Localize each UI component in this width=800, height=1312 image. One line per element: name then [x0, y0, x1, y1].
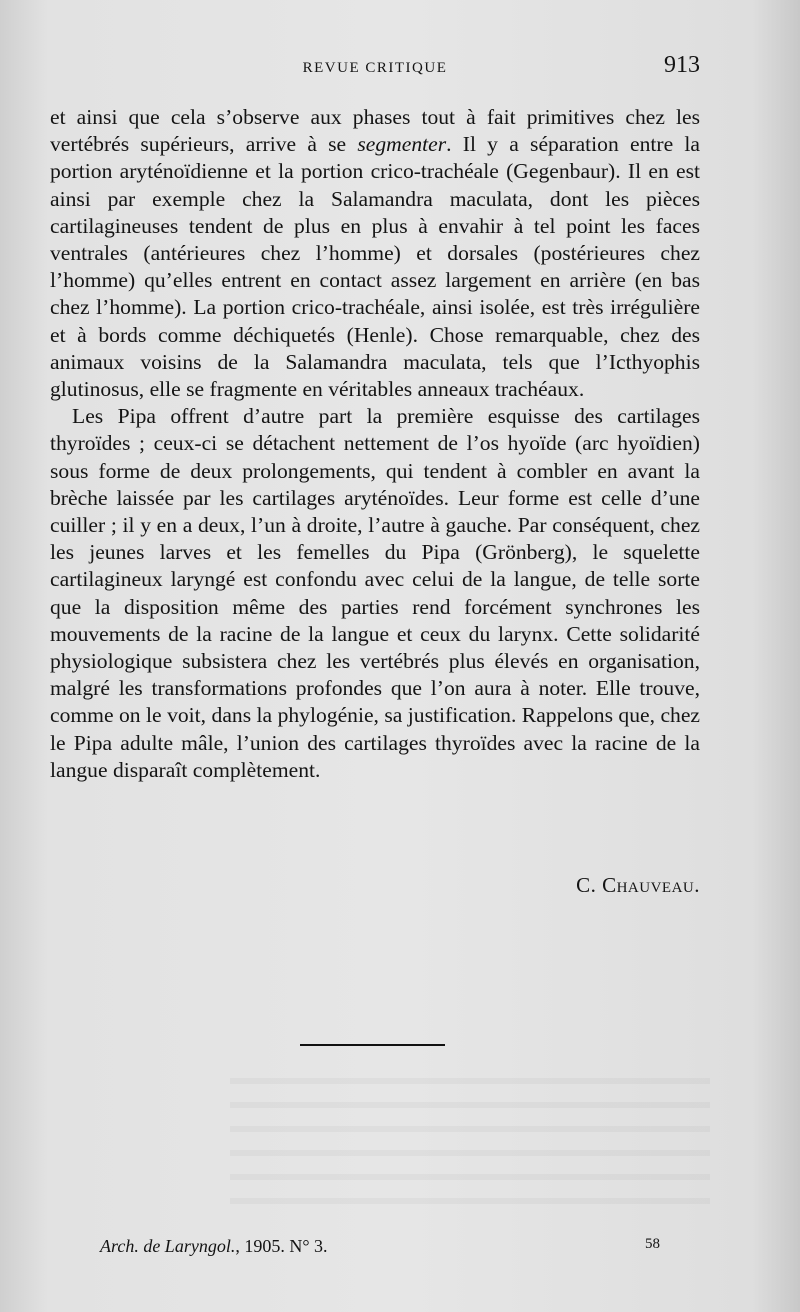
page-number: 913	[664, 52, 700, 78]
paragraph-1-text-end: . Il y a séparation entre la portion aryténoïdienne et la portion crico-trachéale (Gegenbaur). Il en est ainsi par exemple chez la Salamandra maculata, dont les pièces cartilagineuses tendent de plus en plus à envahir à tel point les faces ventrales (antérieures chez l’homme) et dorsales (postérieures chez l’homme) qu’elles entrent en contact assez largement en arrière (en bas chez l’homme). La portion crico-trachéale, ainsi isolée, est très irrégulière et à bords comme déchiquetés (Henle). Chose remarquable, chez des animaux voisins de la Salamandra maculata, tels que l’Icthyophis glutinosus, elle se fragmente en véritables anneaux trachéaux.	[50, 132, 700, 402]
emphasis-segmenter: segmenter	[357, 132, 447, 157]
paragraph-2	[50, 403, 700, 784]
journal-reference	[100, 1236, 328, 1257]
show-through-texture	[230, 1060, 710, 1210]
page-footer	[100, 1236, 660, 1266]
page-header	[50, 48, 700, 88]
author-initial: C.	[576, 873, 597, 897]
journal-issue: , 1905. N° 3.	[235, 1236, 328, 1256]
section-divider-rule	[300, 1044, 445, 1046]
paragraph-1-text-start: et ainsi que cela s’observe aux phases tout à fait primitives chez les vertébrés supérieurs, arrive à se	[50, 105, 700, 157]
author-name: Chauveau.	[602, 873, 700, 897]
author-signature	[576, 873, 700, 898]
signature-mark: 58	[645, 1236, 660, 1252]
article-body	[50, 104, 700, 784]
journal-title: Arch. de Laryngol.	[100, 1236, 236, 1256]
paragraph-1	[50, 104, 700, 403]
running-head: REVUE CRITIQUE	[302, 60, 448, 76]
paragraph-2-text: Les Pipa offrent d’autre part la première esquisse des cartilages thyroïdes ; ceux-ci se détachent nettement de l’os hyoïde (arc hyoïdien) sous forme de deux prolongements, qui tendent à combler en avant la brèche laissée par les cartilages aryténoïdes. Leur forme est celle d’une cuiller ; il y en a deux, l’un à droite, l’autre à gauche. Par conséquent, chez les jeunes larves et les femelles du Pipa (Grönberg), le squelette cartilagineux laryngé est confondu avec celui de la langue, de telle sorte que la disposition même des parties rend forcément synchrones les mouvements de la racine de la langue et ceux du larynx. Cette solidarité physiologique subsistera chez les vertébrés plus élevés en organisation, malgré les transformations profondes que l’on aura à noter. Elle trouve, comme on le voit, dans la phylogénie, sa justification. Rappelons que, chez le Pipa adulte mâle, l’union des cartilages thyroïdes avec la racine de la langue disparaît complètement.	[50, 404, 700, 782]
